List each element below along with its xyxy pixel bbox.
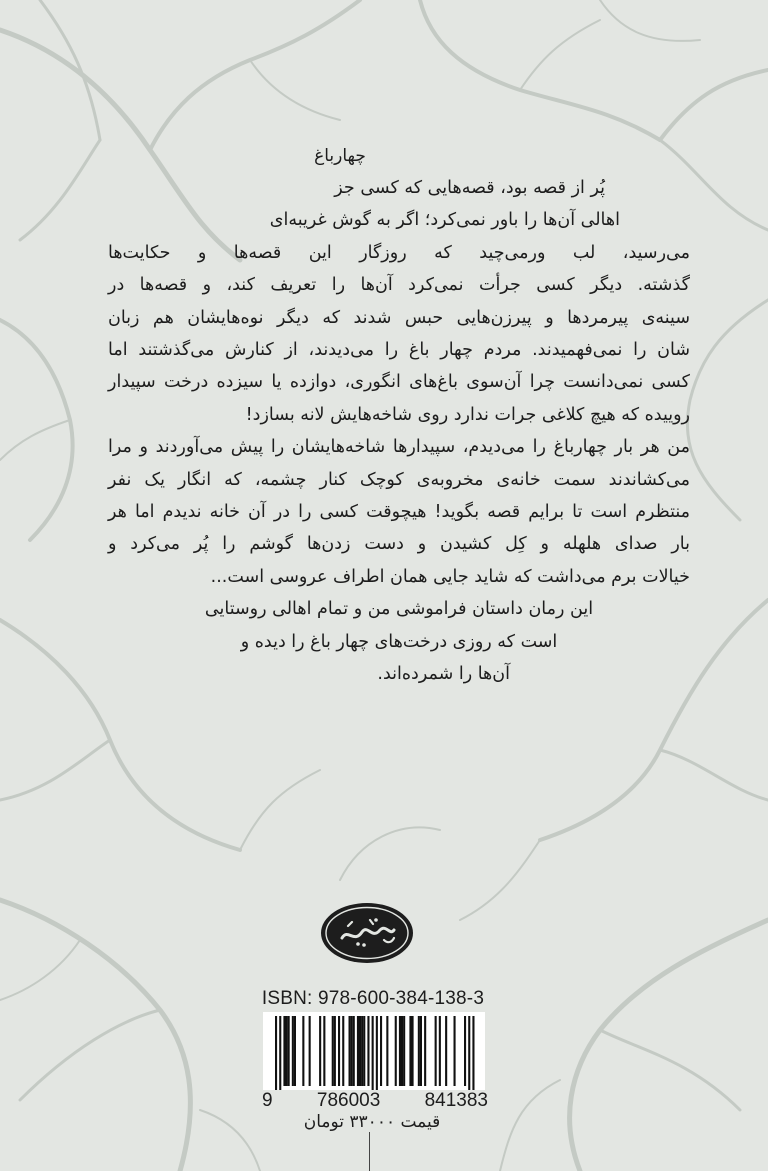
barcode-bar <box>464 1016 466 1086</box>
barcode-bar <box>445 1016 447 1086</box>
barcode-digits <box>262 1090 488 1112</box>
barcode-bar <box>403 1016 405 1086</box>
isbn-label: ISBN: 978-600-384-138-3 <box>261 988 485 1009</box>
barcode-bar <box>418 1016 420 1086</box>
barcode-bar <box>323 1016 325 1086</box>
barcode-digits-right: 841383 <box>424 1090 488 1111</box>
isbn-barcode <box>263 1012 485 1090</box>
barcode-bar <box>412 1016 414 1086</box>
blurb-line: من هر بار چهارباغ را می‌دیدم، سپیدارها شاخه‌هایشان را پیش می‌آوردند و مرا <box>108 437 690 458</box>
barcode-bar <box>294 1016 296 1086</box>
barcode-bar <box>372 1016 374 1090</box>
barcode-bar <box>472 1016 474 1090</box>
barcode-bar <box>363 1016 365 1086</box>
barcode-bar <box>288 1016 290 1086</box>
blurb-line: کسی نمی‌دانست چرا آن‌سوی باغ‌های انگوری، دوازده یا سیزده درخت سپیدار <box>108 372 690 393</box>
price-label: قیمت ۳۳۰۰۰ تومان <box>303 1112 441 1132</box>
blurb-line: پُر از قصه بود، قصه‌هایی که کسی جز <box>334 178 605 198</box>
barcode-bar <box>435 1016 437 1086</box>
barcode-digits-left: 786003 <box>316 1090 381 1111</box>
blurb-line: این رمان داستان فراموشی من و تمام اهالی روستایی <box>204 599 594 620</box>
barcode-bar <box>409 1016 411 1086</box>
barcode-bar <box>395 1016 397 1086</box>
barcode-bar <box>302 1016 304 1086</box>
blurb-line: گذشته. دیگر کسی جرأت نمی‌کرد آن‌ها را تعریف کند، و قصه‌ها در <box>108 275 690 296</box>
barcode-bar <box>399 1016 401 1086</box>
barcode-bar <box>359 1016 361 1086</box>
divider-line <box>369 1132 370 1171</box>
blurb-line: می‌کشاندند سمت خانه‌ی مخروبه‌ی کوچک کنار چشمه، که انگار یک نفر <box>108 469 690 490</box>
blurb-line: می‌رسید، لب ورمی‌چید که روزگار این قصه‌ها و حکایت‌ها <box>108 242 690 263</box>
barcode-bar <box>353 1016 355 1086</box>
barcode-bar <box>275 1016 277 1090</box>
barcode-bar <box>380 1016 382 1086</box>
barcode-bar <box>334 1016 336 1086</box>
publisher-logo-icon <box>318 900 416 966</box>
barcode-bar <box>279 1016 281 1090</box>
blurb-line: شان را نمی‌فهمیدند. مردم چهار باغ را می‌دیدند، از کنارش می‌گذشتند اما <box>108 340 690 361</box>
blurb-paragraph <box>108 172 690 691</box>
blurb-line: است که روزی درخت‌های چهار باغ را دیده و <box>240 631 558 652</box>
barcode-bar <box>338 1016 340 1086</box>
barcode-bar <box>319 1016 321 1086</box>
barcode-bar <box>309 1016 311 1086</box>
barcode-bar <box>292 1016 294 1086</box>
barcode-bar <box>401 1016 403 1086</box>
barcode-digit-lead: 9 <box>262 1090 273 1111</box>
barcode-bar <box>357 1016 359 1086</box>
blurb-line: روییده که هیچ کلاغی جرات ندارد روی شاخه‌هایش لانه بسازد! <box>245 404 690 425</box>
book-title: چهارباغ <box>314 146 366 166</box>
blurb-line: خیالات برم می‌داشت که شاید جایی همان اطراف عروسی است... <box>210 566 690 587</box>
barcode-bar <box>283 1016 285 1086</box>
blurb-line: آن‌ها را شمرده‌اند. <box>377 664 510 685</box>
barcode-bar <box>468 1016 470 1090</box>
barcode-bar <box>439 1016 441 1086</box>
barcode-bar <box>376 1016 378 1090</box>
blurb-line: بار صدای هلهله و کِل کشیدن و دست زدن‌ها گوشم را پُر می‌کرد و <box>108 534 690 555</box>
barcode-bar <box>367 1016 369 1086</box>
barcode-bar <box>349 1016 351 1086</box>
barcode-bar <box>286 1016 288 1086</box>
barcode-bar <box>454 1016 456 1086</box>
barcode-bar <box>351 1016 353 1086</box>
blurb-line: منتظرم است تا برایم قصه بگوید! هیچوقت کسی را در آن خانه ندیدم اما هر <box>108 502 690 523</box>
barcode-bar <box>361 1016 363 1086</box>
barcode-bar <box>342 1016 344 1086</box>
blurb-line: سینه‌ی پیرمردها و پیرزن‌هایی حبس شدند که دیگر نوه‌هایشان هم زبان <box>108 307 690 328</box>
barcode-bar <box>386 1016 388 1086</box>
barcode-bar <box>420 1016 422 1086</box>
blurb-line: اهالی آن‌ها را باور نمی‌کرد؛ اگر به گوش غریبه‌ای <box>269 210 620 231</box>
barcode-bar <box>424 1016 426 1086</box>
barcode-bar <box>332 1016 334 1086</box>
